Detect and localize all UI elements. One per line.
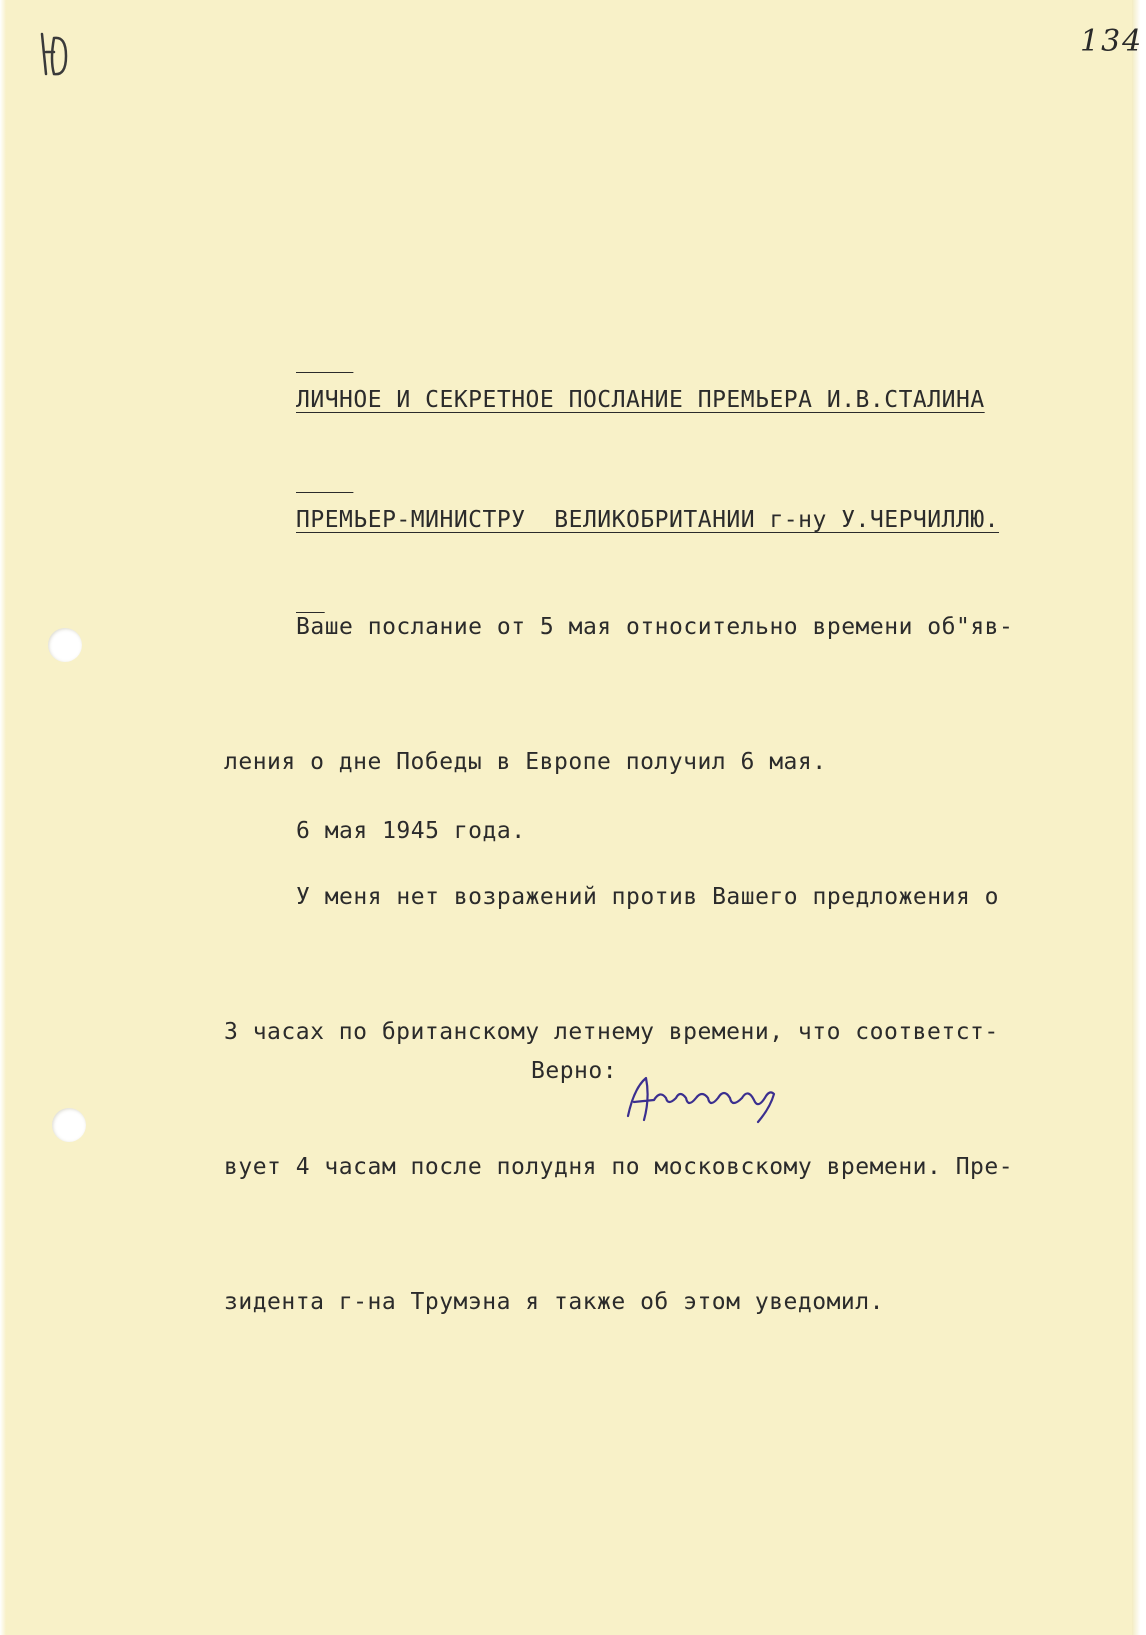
document-body <box>224 515 1013 1415</box>
punch-hole-top <box>48 628 82 662</box>
verification-label: Верно: <box>531 1058 618 1084</box>
body-line: Ваше послание от 5 мая относительно времени об"яв- <box>296 614 1014 640</box>
body-line: вует 4 часам после полудня по московскому времени. Пре- <box>224 1154 1014 1180</box>
punch-hole-bottom <box>52 1108 86 1142</box>
archive-mark-handwritten <box>36 30 70 80</box>
body-line: 3 часах по британскому летнему времени, что соответст- <box>224 1019 999 1045</box>
heading-line-2: ПРЕМЬЕР-МИНИСТРУ ВЕЛИКОБРИТАНИИ г-ну У.ЧЕРЧИЛЛЮ. <box>296 507 1000 533</box>
page-right-edge <box>1132 0 1146 1635</box>
page-left-edge <box>0 0 6 1635</box>
body-line: У меня нет возражений против Вашего предложения о <box>296 884 1000 910</box>
heading-line-1: ЛИЧНОЕ И СЕКРЕТНОЕ ПОСЛАНИЕ ПРЕМЬЕРА И.В.СТАЛИНА <box>296 387 985 413</box>
body-line: зидента г-на Трумэна я также об этом уведомил. <box>224 1289 884 1315</box>
body-line: ления о дне Победы в Европе получил 6 мая. <box>224 749 827 775</box>
folio-number: 134 <box>1080 24 1144 59</box>
signature <box>620 1068 790 1128</box>
document-date: 6 мая 1945 года. <box>296 818 526 844</box>
